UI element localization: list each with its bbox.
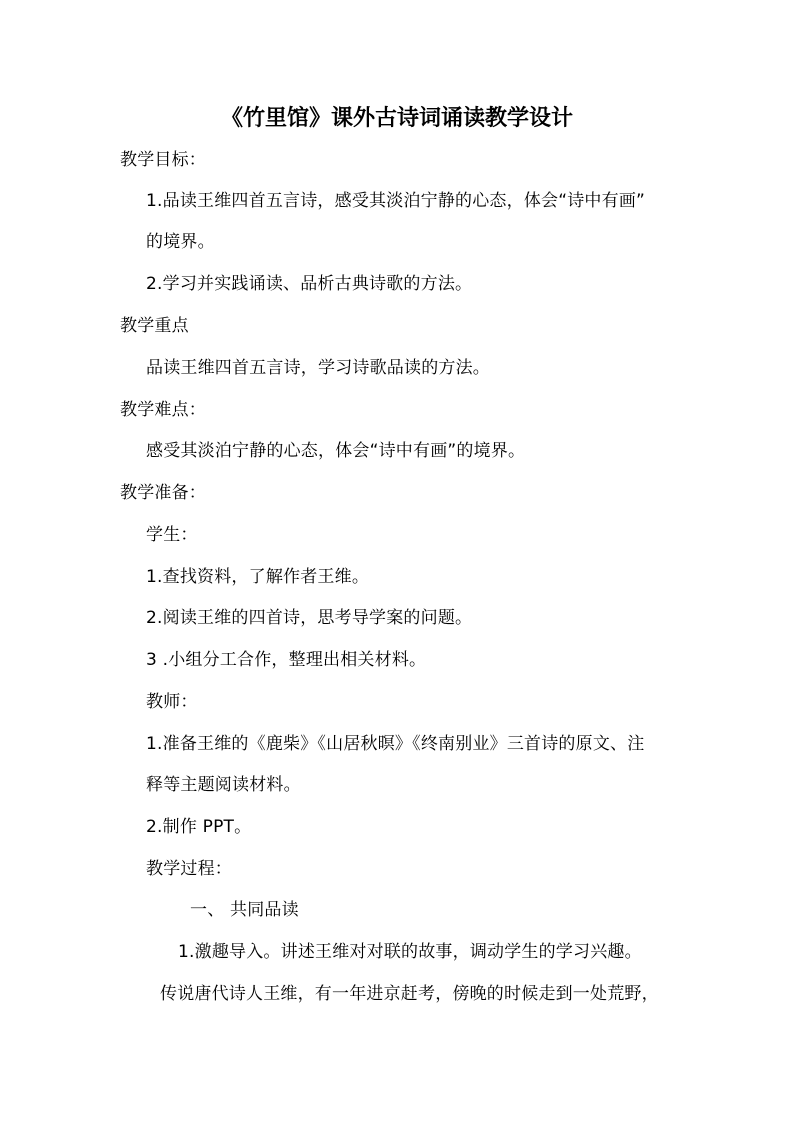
teacher-item-2: 2.制作 PPT。: [146, 817, 252, 837]
difficulties-text: 感受其淡泊宁静的心态，体会“诗中有画”的境界。: [146, 441, 526, 461]
section-1-step-1: 1.激趣导入。讲述王维对对联的故事，调动学生的学习兴趣。: [178, 942, 642, 962]
objectives-heading: 教学目标：: [120, 150, 206, 170]
teacher-item-1-line-1: 1.准备王维的《鹿柴》《山居秋暝》《终南别业》三首诗的原文、注: [146, 734, 645, 754]
teacher-item-1-line-2: 释等主题阅读材料。: [146, 775, 301, 795]
student-item-3: 3 .小组分工合作，整理出相关材料。: [146, 650, 427, 670]
document-title: 《竹里馆》课外古诗词诵读教学设计: [220, 106, 573, 131]
section-1-heading: 一、 共同品读: [190, 900, 299, 920]
students-label: 学生：: [146, 525, 198, 545]
difficulties-heading: 教学难点：: [120, 400, 206, 420]
teacher-label: 教师：: [146, 692, 198, 712]
section-1-story: 传说唐代诗人王维，有一年进京赶考，傍晚的时候走到一处荒野，: [160, 984, 659, 1004]
student-item-1: 1.查找资料，了解作者王维。: [146, 567, 370, 587]
key-points-heading: 教学重点: [120, 316, 189, 336]
objective-2: 2.学习并实践诵读、品析古典诗歌的方法。: [146, 274, 473, 294]
preparation-heading: 教学准备：: [120, 483, 206, 503]
objective-1-line-1: 1.品读王维四首五言诗，感受其淡泊宁静的心态，体会“诗中有画”: [146, 191, 646, 211]
process-heading: 教学过程：: [146, 859, 232, 879]
objective-1-line-2: 的境界。: [146, 232, 215, 252]
student-item-2: 2.阅读王维的四首诗，思考导学案的问题。: [146, 608, 473, 628]
key-points-text: 品读王维四首五言诗，学习诗歌品读的方法。: [146, 358, 490, 378]
